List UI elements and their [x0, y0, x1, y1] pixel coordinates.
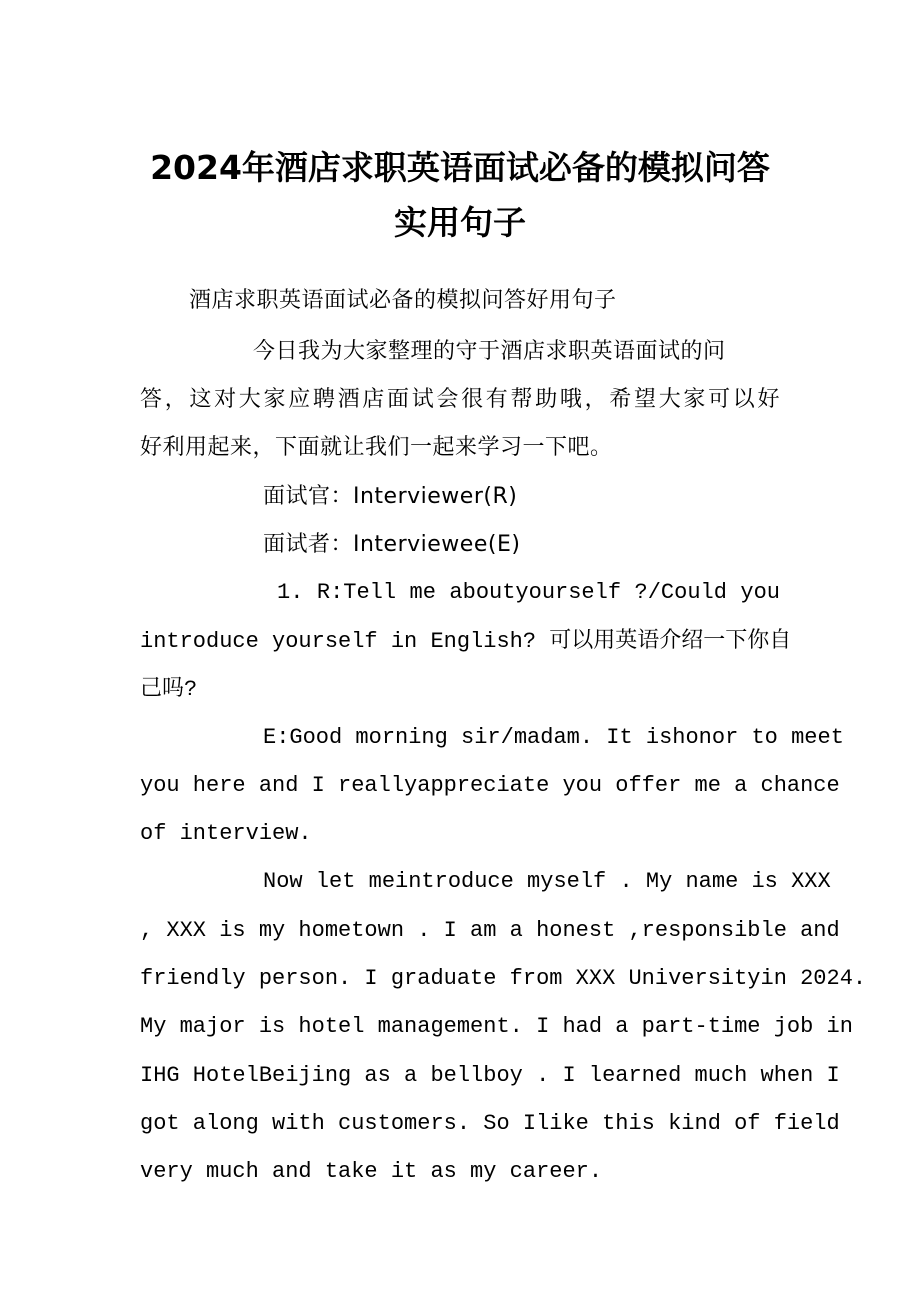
- question-1-line-2: introduce yourself in English? 可以用英语介绍一下你自: [140, 629, 792, 654]
- answer-1-para-2-line-7: very much and take it as my career.: [140, 1159, 603, 1184]
- question-1-line-1: 1. R:Tell me aboutyourself ?/Could you: [277, 580, 780, 605]
- intro-line-2: 答，这对大家应聘酒店面试会很有帮助哦，希望大家可以好: [140, 387, 780, 412]
- answer-1-para-1-line-3: of interview.: [140, 821, 312, 846]
- answer-1-para-2-line-6: got along with customers. So Ilike this kind of field: [140, 1111, 840, 1136]
- answer-1-para-2-line-5: IHG HotelBeijing as a bellboy . I learned much when I: [140, 1063, 840, 1088]
- answer-1-para-2-line-4: My major is hotel management. I had a part-time job in: [140, 1014, 853, 1039]
- question-1-line-3: 己吗?: [140, 677, 198, 702]
- intro-line-1: 今日我为大家整理的守于酒店求职英语面试的问: [253, 339, 726, 364]
- answer-1-para-1-line-1: E:Good morning sir/madam. It ishonor to meet: [263, 725, 844, 750]
- document-title-line-2: 实用句子: [394, 203, 526, 242]
- answer-1-para-2-line-1: Now let meintroduce myself . My name is XXX: [263, 869, 831, 894]
- intro-line-3: 好利用起来，下面就让我们一起来学习一下吧。: [140, 435, 613, 460]
- document-title-line-1: 2024年酒店求职英语面试必备的模拟问答: [150, 148, 770, 187]
- answer-1-para-2-line-2: , XXX is my hometown . I am a honest ,responsible and: [140, 918, 840, 943]
- answer-1-para-2-line-3: friendly person. I graduate from XXX Universityin 2024.: [140, 966, 867, 991]
- role-interviewee: 面试者：Interviewee(E): [263, 532, 521, 557]
- answer-1-para-1-line-2: you here and I reallyappreciate you offer me a chance: [140, 773, 840, 798]
- subtitle: 酒店求职英语面试必备的模拟问答好用句子: [189, 288, 617, 313]
- role-interviewer: 面试官：Interviewer(R): [263, 484, 518, 509]
